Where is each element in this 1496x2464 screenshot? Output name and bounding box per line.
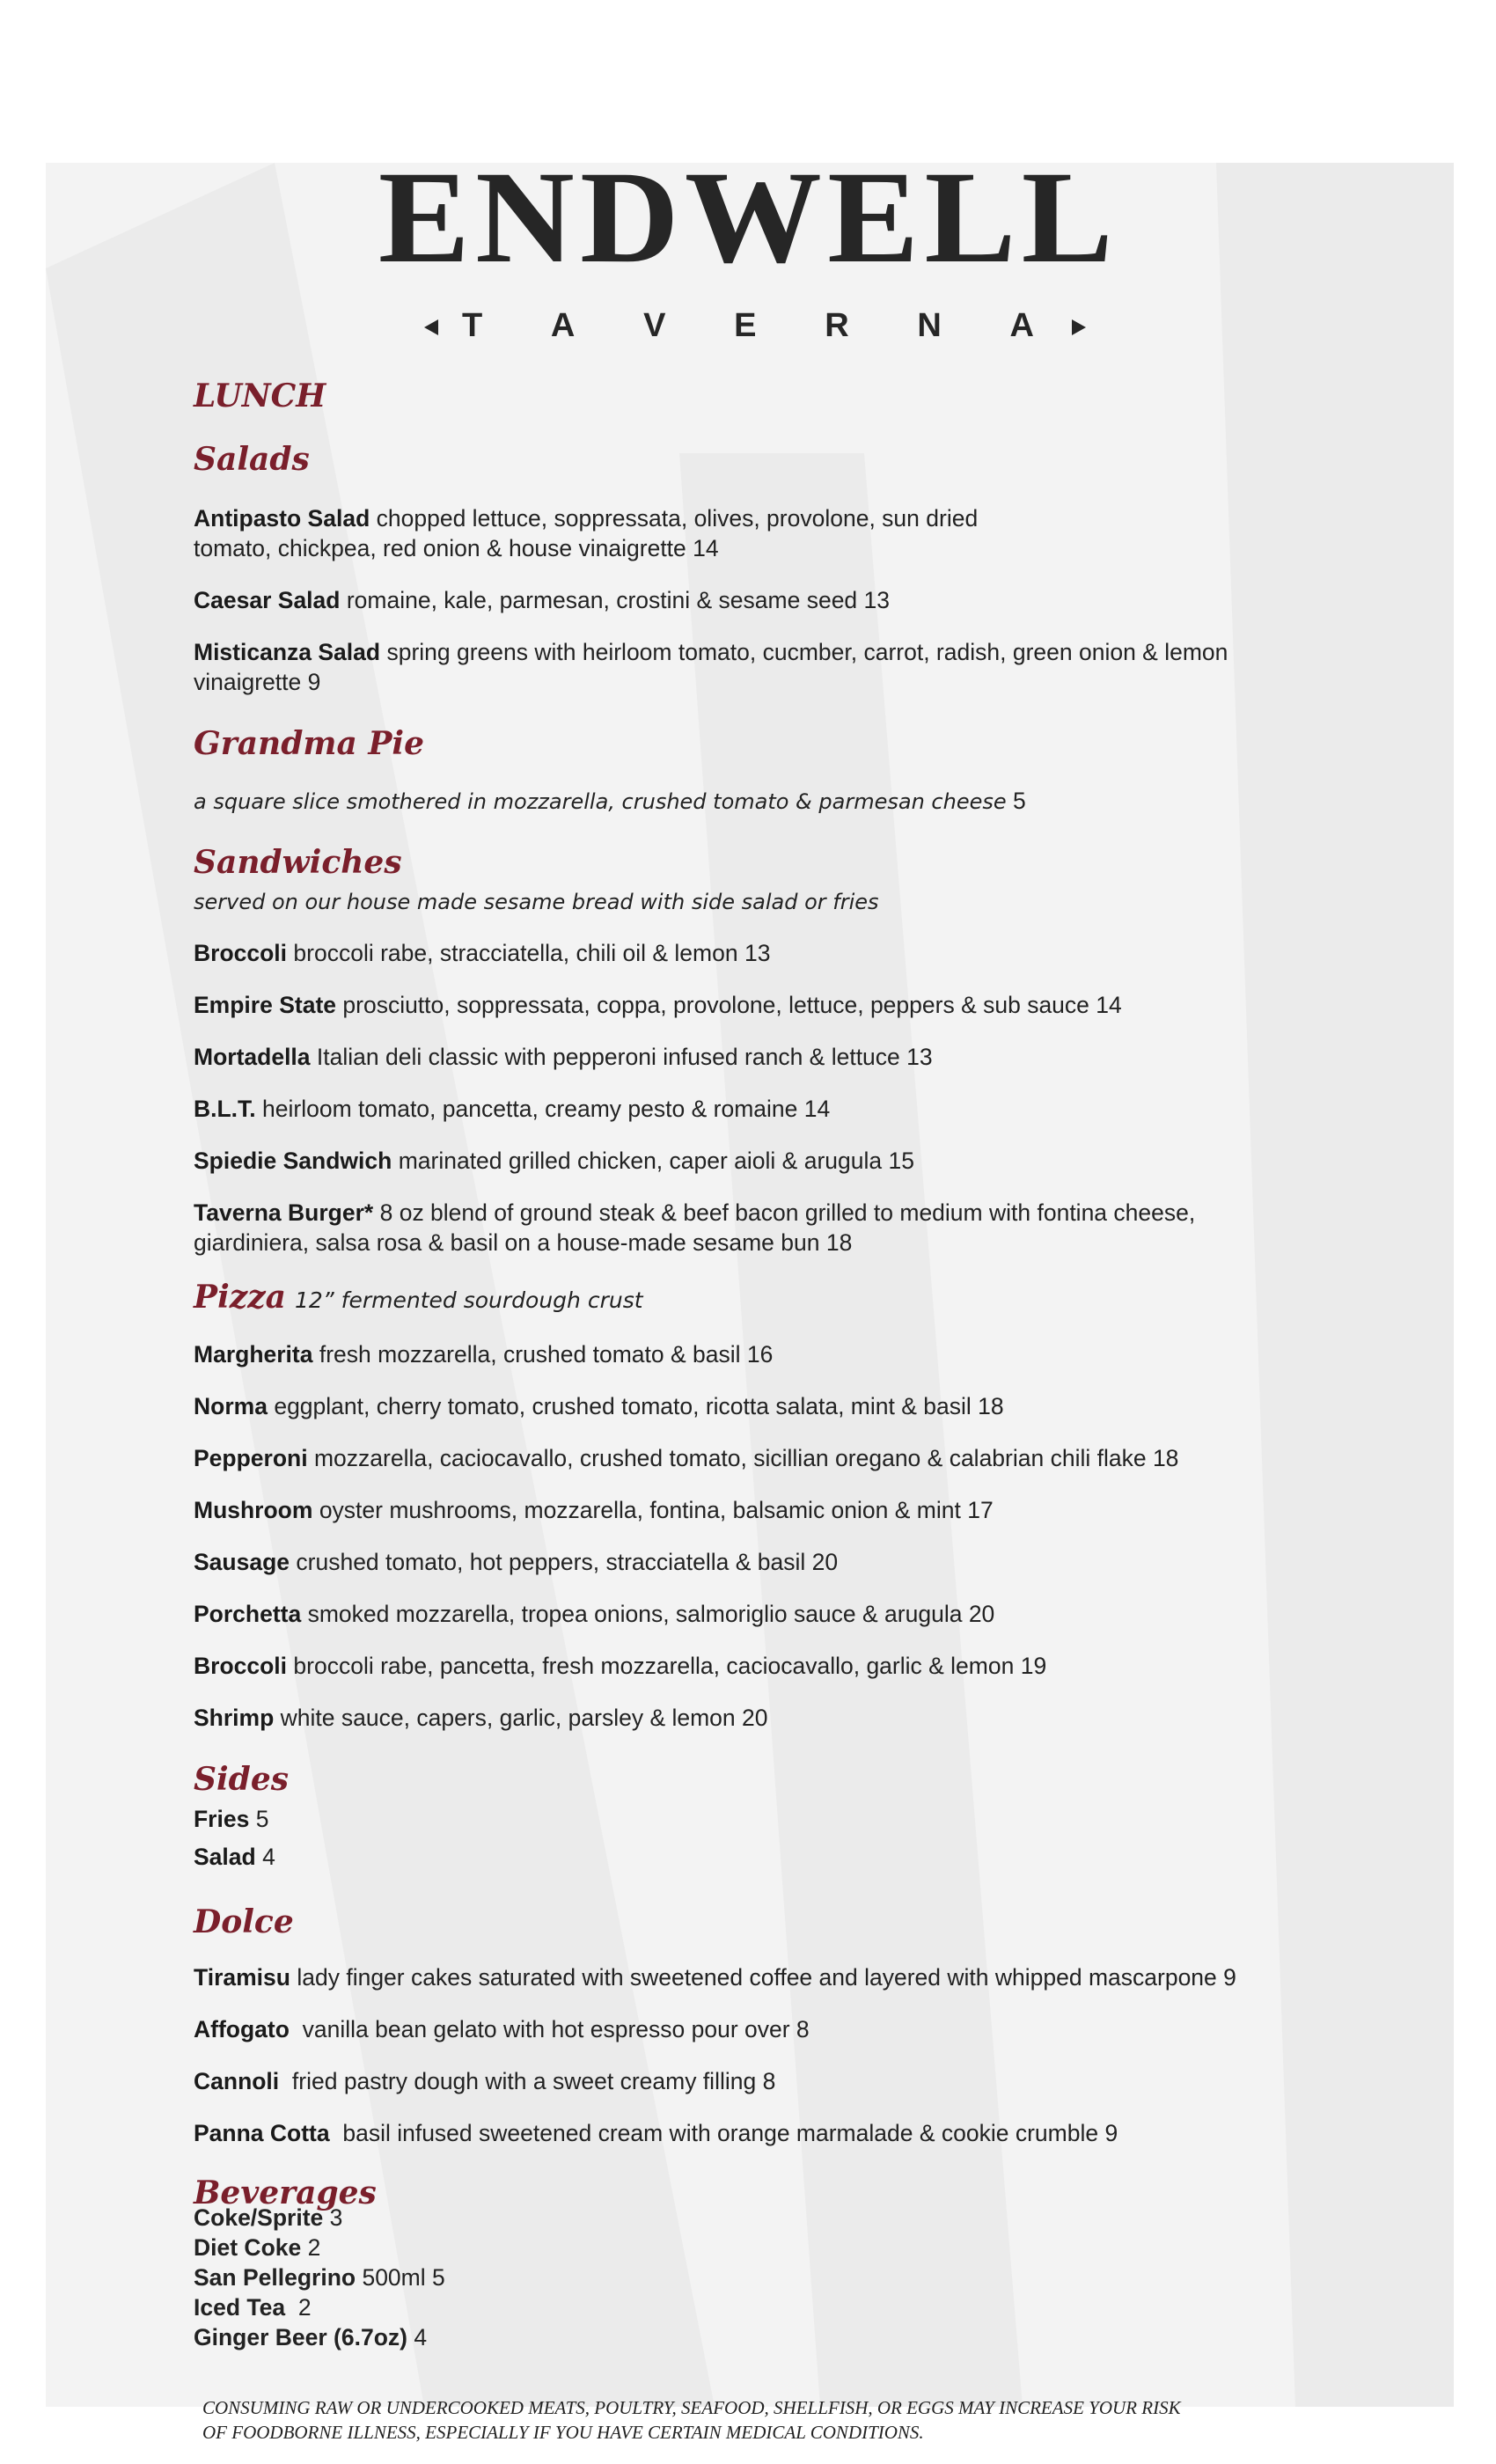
section-heading-pizza	[194, 1278, 643, 1320]
item-price: 5	[255, 1806, 269, 1832]
item-name: Broccoli	[194, 1653, 288, 1679]
section-heading-sandwiches: Sandwiches	[194, 844, 402, 881]
section-heading-dolce: Dolce	[194, 1903, 294, 1940]
item-name: Tiramisu	[194, 1964, 290, 1991]
item-name: Empire State	[194, 992, 337, 1018]
menu-item	[194, 1842, 1302, 1872]
item-price: 2	[307, 2234, 321, 2261]
section-heading-grandma-pie: Grandma Pie	[194, 725, 424, 762]
item-description: a square slice smothered in mozzarella, crushed tomato & parmesan cheese	[194, 789, 1007, 814]
item-price: 4	[414, 2324, 428, 2350]
section-heading-salads: Salads	[194, 441, 310, 478]
pizza-heading-text: Pizza	[194, 1279, 286, 1316]
item-name: Panna Cotta	[194, 2120, 330, 2146]
item-description: eggplant, cherry tomato, crushed tomato, ricotta salata, mint & basil 18	[274, 1393, 1004, 1419]
item-name: Coke/Sprite	[194, 2204, 324, 2231]
item-description: heirloom tomato, pancetta, creamy pesto & romaine 14	[262, 1096, 831, 1122]
item-name: Antipasto Salad	[194, 505, 370, 532]
menu-item	[194, 585, 1302, 615]
menu-item	[194, 1547, 1302, 1577]
item-name: Sausage	[194, 1549, 290, 1575]
menu-item	[194, 1599, 1302, 1629]
menu-item	[194, 1804, 1302, 1834]
item-name: Taverna Burger*	[194, 1199, 374, 1226]
menu-item	[194, 786, 1302, 817]
item-name: B.L.T.	[194, 1096, 256, 1122]
item-name: Norma	[194, 1393, 268, 1419]
item-description: broccoli rabe, pancetta, fresh mozzarella, caciocavallo, garlic & lemon 19	[293, 1653, 1047, 1679]
item-description: fresh mozzarella, crushed tomato & basil 16	[319, 1341, 774, 1368]
item-name: Misticanza Salad	[194, 639, 381, 665]
tagline-letter: E	[734, 307, 757, 344]
item-name: Porchetta	[194, 1601, 302, 1627]
menu-item	[194, 2292, 986, 2322]
menu-item	[194, 1198, 1302, 1258]
item-name: Salad	[194, 1844, 256, 1870]
item-price: 2	[297, 2294, 312, 2321]
tagline-letter: T	[462, 307, 483, 344]
disclaimer-line: OF FOODBORNE ILLNESS, ESPECIALLY IF YOU HAVE CERTAIN MEDICAL CONDITIONS.	[202, 2422, 924, 2443]
item-description: mozzarella, caciocavallo, crushed tomato, sicillian oregano & calabrian chili flake 18	[313, 1445, 1179, 1471]
menu-item	[194, 2322, 986, 2352]
menu-title: LUNCH	[194, 378, 326, 414]
tagline-letter: A	[1009, 307, 1034, 344]
menu-item	[194, 938, 1302, 968]
item-name: Caesar Salad	[194, 587, 341, 613]
item-price: 500ml 5	[362, 2264, 445, 2291]
menu-item	[194, 1703, 1302, 1733]
section-note: served on our house made sesame bread with side salad or fries	[194, 890, 879, 914]
menu-item	[194, 1339, 1302, 1369]
item-price: 3	[329, 2204, 343, 2231]
section-heading-beverages: Beverages	[194, 2174, 377, 2211]
brand-tagline	[0, 304, 1496, 348]
item-description-cont: vinaigrette 9	[194, 669, 321, 695]
tagline-letters	[462, 304, 1034, 348]
item-description: spring greens with heirloom tomato, cucmber, carrot, radish, green onion & lemon	[386, 639, 1228, 665]
menu-item	[194, 2262, 986, 2292]
menu-item	[194, 990, 1302, 1020]
item-price: 4	[262, 1844, 275, 1870]
menu-item	[194, 2066, 1302, 2096]
item-name: Mushroom	[194, 1497, 313, 1523]
item-price: 5	[1013, 788, 1026, 814]
menu-item	[194, 2203, 986, 2233]
item-description: basil infused sweetened cream with orange marmalade & cookie crumble 9	[342, 2120, 1118, 2146]
item-description: smoked mozzarella, tropea onions, salmoriglio sauce & arugula 20	[307, 1601, 995, 1627]
section-note: 12” fermented sourdough crust	[294, 1287, 643, 1313]
left-arrow-icon	[424, 319, 438, 335]
item-name: Diet Coke	[194, 2234, 302, 2261]
menu-item	[194, 1443, 1302, 1473]
menu-item	[194, 1962, 1302, 1992]
disclaimer-line: CONSUMING RAW OR UNDERCOOKED MEATS, POULTRY, SEAFOOD, SHELLFISH, OR EGGS MAY INCREASE YOUR RISK	[202, 2397, 1181, 2418]
menu-item	[194, 2233, 986, 2262]
section-heading-sides: Sides	[194, 1761, 290, 1798]
menu-item	[194, 2118, 1302, 2148]
item-name: Pepperoni	[194, 1445, 308, 1471]
brand-name: ENDWELL	[378, 144, 1118, 290]
item-description: marinated grilled chicken, caper aioli & arugula 15	[398, 1148, 914, 1174]
menu-item	[194, 1495, 1302, 1525]
menu-item	[194, 1651, 1302, 1681]
item-name: Shrimp	[194, 1705, 275, 1731]
item-name: Mortadella	[194, 1044, 311, 1070]
item-name: Margherita	[194, 1341, 313, 1368]
menu-item	[194, 2014, 1302, 2044]
tagline-letter: R	[825, 307, 849, 344]
item-description: crushed tomato, hot peppers, stracciatella & basil 20	[296, 1549, 839, 1575]
brand-logo	[0, 144, 1496, 290]
item-description: romaine, kale, parmesan, crostini & sesame seed 13	[346, 587, 891, 613]
tagline-letter: V	[643, 307, 666, 344]
item-description: chopped lettuce, soppressata, olives, provolone, sun dried	[376, 505, 979, 532]
item-description-cont: tomato, chickpea, red onion & house vinaigrette 14	[194, 535, 719, 561]
item-name: Cannoli	[194, 2068, 280, 2094]
tagline-letter: A	[550, 307, 576, 344]
menu-item	[194, 503, 1302, 563]
menu-item	[194, 1391, 1302, 1421]
menu-item	[194, 1146, 1302, 1176]
menu-item	[194, 637, 1302, 697]
item-description: lady finger cakes saturated with sweetened coffee and layered with whipped mascarpone 9	[297, 1964, 1236, 1991]
item-name: Spiedie Sandwich	[194, 1148, 392, 1174]
item-description: 8 oz blend of ground steak & beef bacon grilled to medium with fontina cheese,	[379, 1199, 1196, 1226]
food-safety-disclaimer	[202, 2395, 1311, 2445]
right-arrow-icon	[1072, 319, 1086, 335]
menu-item	[194, 1042, 1302, 1072]
item-name: San Pellegrino	[194, 2264, 356, 2291]
item-description: broccoli rabe, stracciatella, chili oil & lemon 13	[293, 940, 771, 966]
item-name: Broccoli	[194, 940, 288, 966]
item-name: Iced Tea	[194, 2294, 286, 2321]
item-description: oyster mushrooms, mozzarella, fontina, balsamic onion & mint 17	[319, 1497, 994, 1523]
item-description: Italian deli classic with pepperoni infused ranch & lettuce 13	[316, 1044, 933, 1070]
item-description-cont: giardiniera, salsa rosa & basil on a house-made sesame bun 18	[194, 1229, 853, 1256]
menu-item	[194, 1094, 1302, 1124]
item-name: Ginger Beer (6.7oz)	[194, 2324, 407, 2350]
item-description: white sauce, capers, garlic, parsley & lemon 20	[280, 1705, 768, 1731]
item-name: Affogato	[194, 2016, 290, 2042]
item-description: prosciutto, soppressata, coppa, provolone, lettuce, peppers & sub sauce 14	[342, 992, 1122, 1018]
item-name: Fries	[194, 1806, 250, 1832]
tagline-letter: N	[917, 307, 942, 344]
item-description: vanilla bean gelato with hot espresso pour over 8	[302, 2016, 810, 2042]
item-description: fried pastry dough with a sweet creamy filling 8	[291, 2068, 776, 2094]
